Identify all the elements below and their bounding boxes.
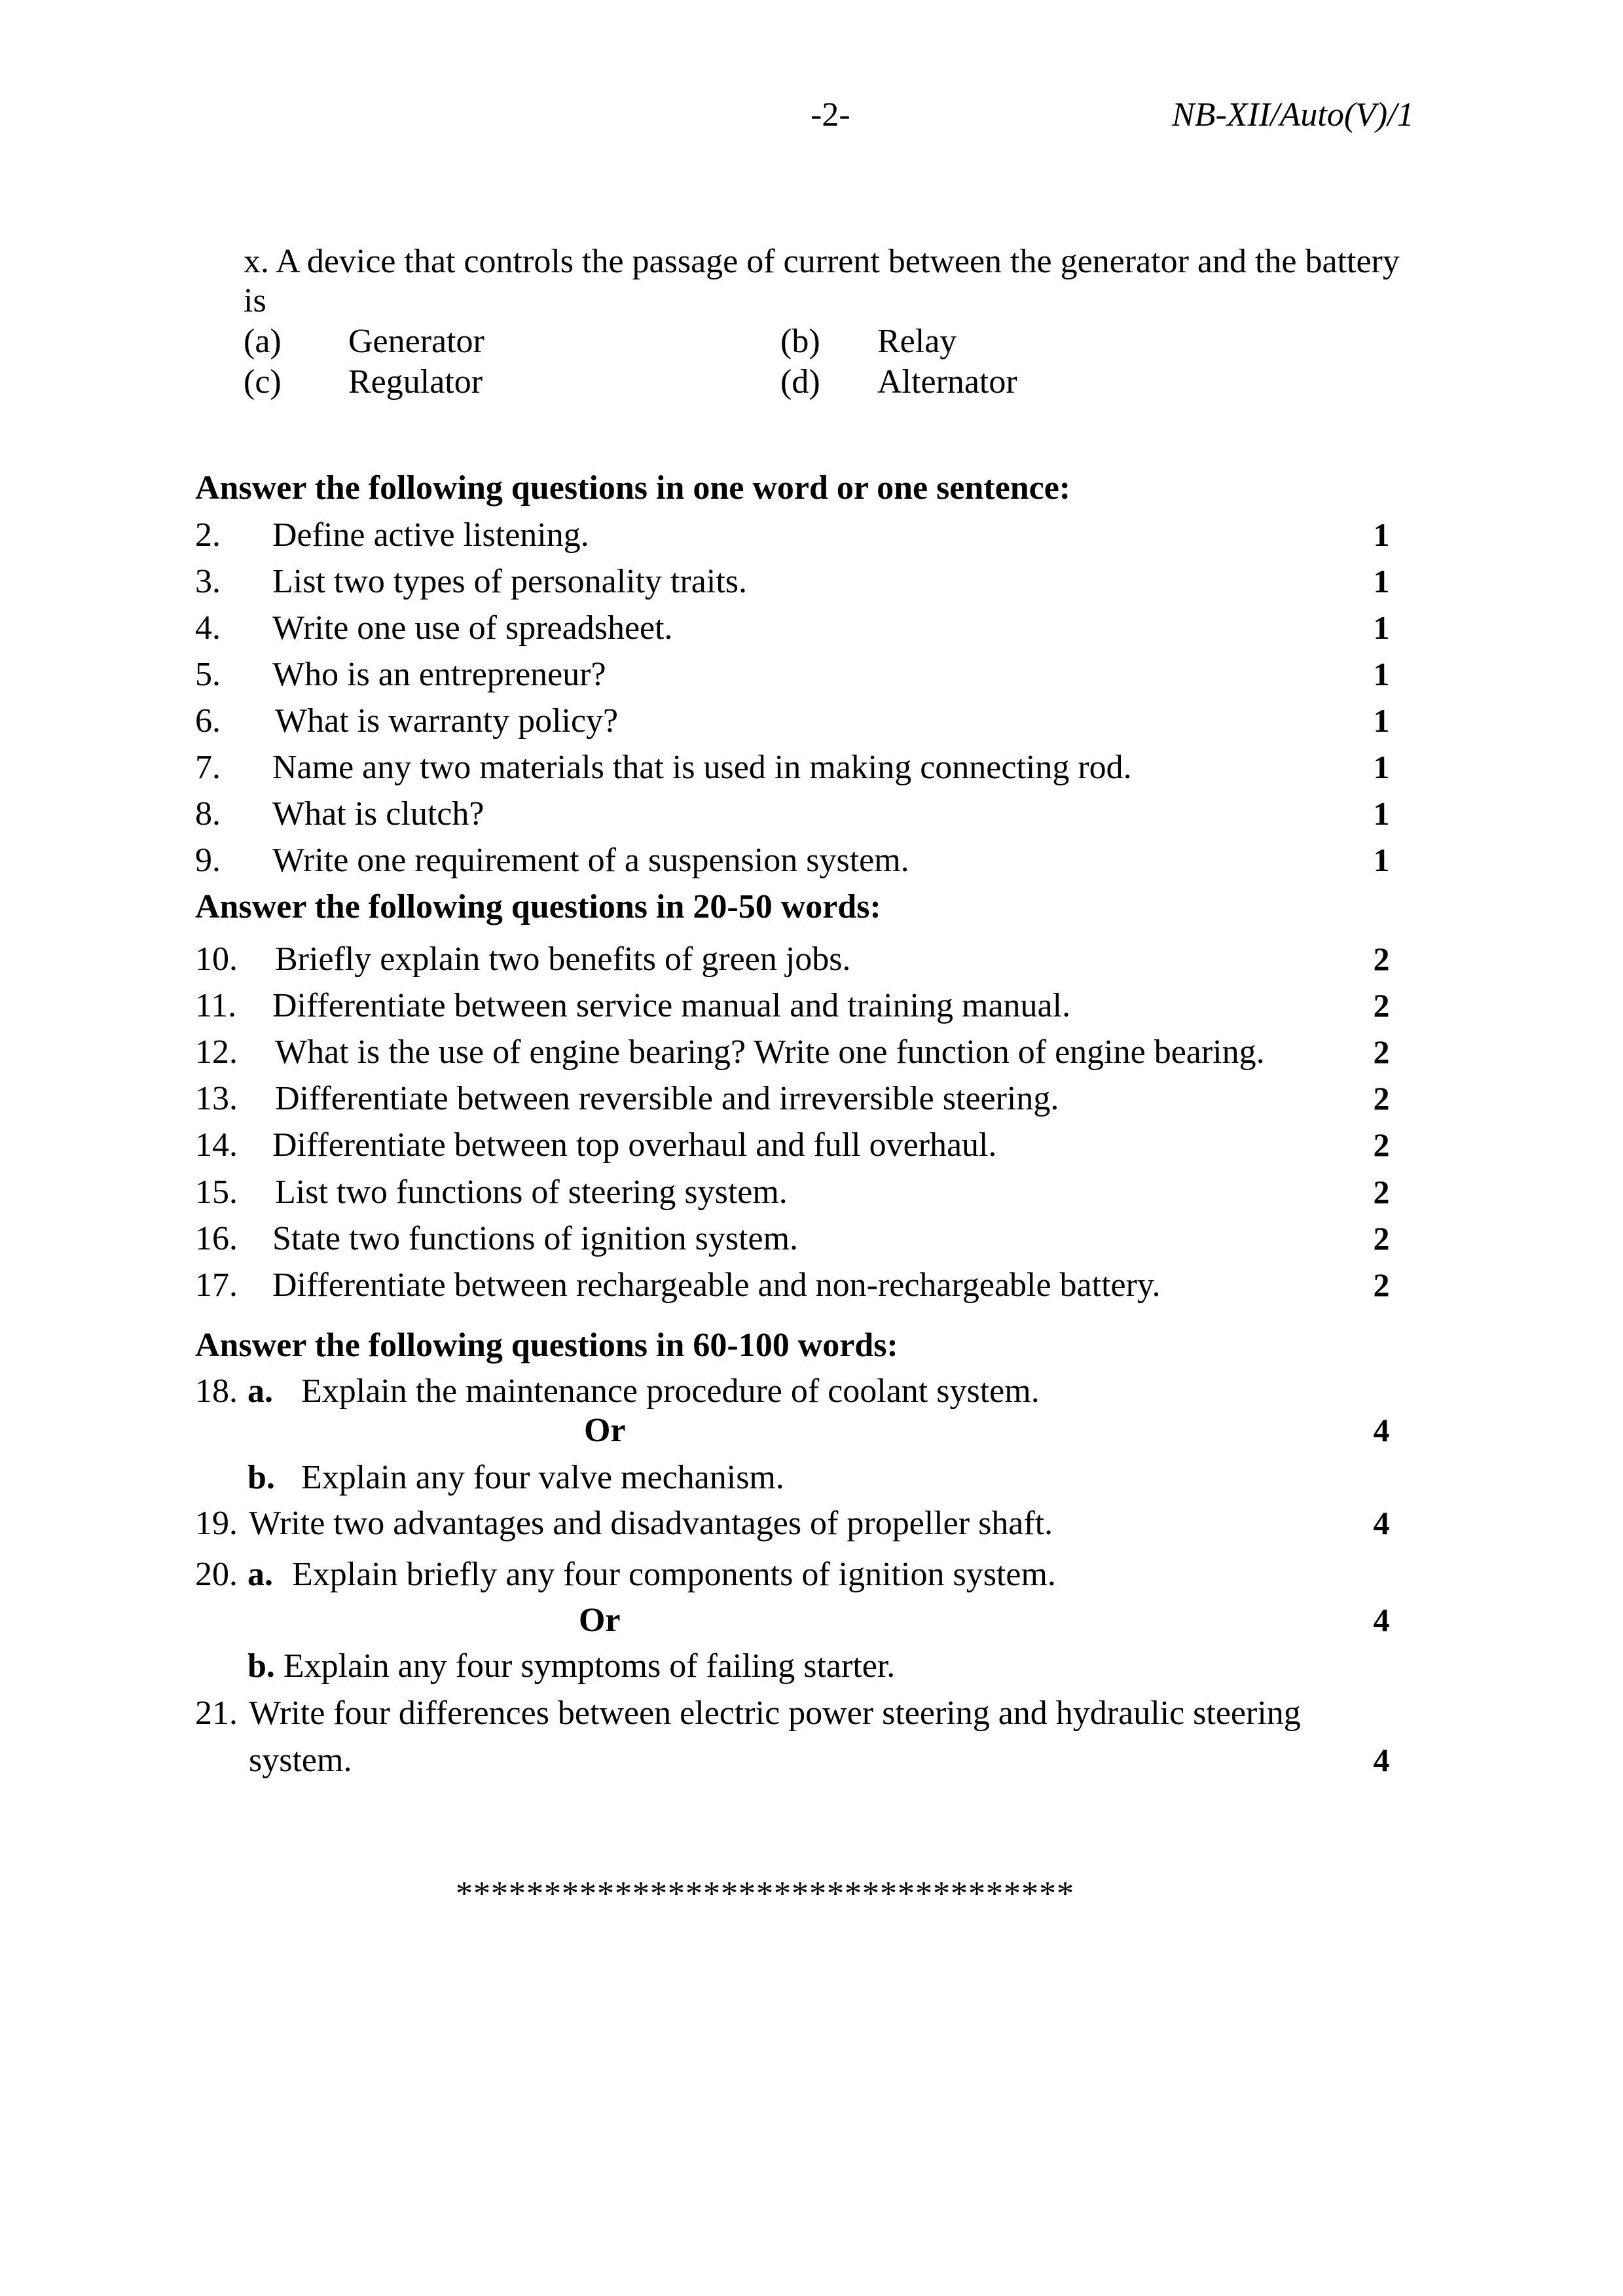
question-text: What is warranty policy?: [275, 702, 619, 740]
question-number: 2.: [195, 516, 221, 554]
question-marks: 2: [1373, 1080, 1390, 1117]
question-b-line: [247, 1649, 895, 1683]
end-of-paper-stars: ***********************************: [456, 1875, 1074, 1912]
question-text: Differentiate between top overhaul and full overhaul.: [272, 1126, 997, 1164]
paper-code: NB-XII/Auto(V)/1: [1172, 96, 1414, 134]
page-number: -2-: [811, 96, 850, 134]
question-marks: 2: [1373, 1174, 1390, 1210]
question-number: 18.: [195, 1372, 238, 1410]
part-label: a.: [247, 1556, 273, 1593]
mcq-question-cont: is: [244, 282, 266, 319]
question-marks: 2: [1373, 1126, 1390, 1163]
question-number: 4.: [195, 609, 221, 647]
question-number: 17.: [195, 1266, 238, 1304]
question-number: 7.: [195, 749, 221, 786]
question-number: 19.: [195, 1505, 238, 1542]
question-marks: 4: [1373, 1602, 1390, 1638]
question-text: State two functions of ignition system.: [272, 1220, 799, 1257]
part-label: a.: [247, 1372, 273, 1410]
question-text: Write one requirement of a suspension system.: [272, 842, 909, 879]
question-number: 13.: [195, 1080, 238, 1117]
question-text: List two types of personality traits.: [272, 563, 748, 600]
question-marks: 1: [1373, 609, 1390, 646]
or-label: Or: [579, 1602, 621, 1639]
question-text: Write four differences between electric power steering and hydraulic steering: [249, 1695, 1301, 1732]
question-marks: 1: [1373, 563, 1390, 600]
question-text: Differentiate between reversible and irreversible steering.: [275, 1080, 1059, 1117]
question-text-cont: system.: [249, 1742, 352, 1779]
option-label: (b): [780, 323, 820, 360]
option-label: (a): [244, 323, 282, 360]
question-number: 5.: [195, 656, 221, 693]
question-marks: 1: [1373, 795, 1390, 832]
question-marks: 1: [1373, 702, 1390, 739]
section-heading: Answer the following questions in 60-100 words:: [195, 1327, 898, 1364]
question-text: What is clutch?: [272, 795, 484, 833]
question-number: 20.: [195, 1556, 238, 1593]
question-text: Who is an entrepreneur?: [272, 656, 606, 693]
question-marks: 1: [1373, 656, 1390, 692]
option-text: Generator: [348, 323, 484, 360]
question-number: 21.: [195, 1695, 238, 1732]
option-label: (d): [780, 363, 820, 401]
option-text: Regulator: [348, 363, 483, 401]
question-number: 16.: [195, 1220, 238, 1257]
question-marks: 4: [1373, 1412, 1390, 1448]
question-text: Briefly explain two benefits of green jobs.: [275, 941, 851, 978]
question-marks: 1: [1373, 842, 1390, 878]
question-number: 15.: [195, 1174, 238, 1211]
question-marks: 2: [1373, 1266, 1390, 1303]
question-text: What is the use of engine bearing? Write one function of engine bearing.: [275, 1033, 1265, 1071]
question-marks: 4: [1373, 1742, 1390, 1778]
mcq-question: x. A device that controls the passage of current between the generator and the battery: [244, 243, 1400, 280]
question-text: Name any two materials that is used in making connecting rod.: [272, 749, 1132, 786]
question-text: Define active listening.: [272, 516, 589, 554]
question-marks: 2: [1373, 1220, 1390, 1257]
question-number: 9.: [195, 842, 221, 879]
question-text: Explain briefly any four components of ignition system.: [292, 1556, 1056, 1593]
part-label: b.: [247, 1459, 275, 1496]
question-text: Explain any four symptoms of failing starter.: [283, 1647, 896, 1685]
section-heading: Answer the following questions in one word or one sentence:: [195, 469, 1071, 507]
question-text: List two functions of steering system.: [275, 1174, 788, 1211]
question-number: 14.: [195, 1126, 238, 1164]
question-marks: 1: [1373, 516, 1390, 553]
question-text: Differentiate between rechargeable and non-rechargeable battery.: [272, 1266, 1161, 1304]
question-number: 8.: [195, 795, 221, 833]
question-number: 10.: [195, 941, 238, 978]
part-label: b.: [247, 1647, 275, 1685]
question-text: Explain any four valve mechanism.: [301, 1459, 784, 1496]
question-text: Write two advantages and disadvantages of propeller shaft.: [249, 1505, 1053, 1542]
question-text: Differentiate between service manual and training manual.: [272, 987, 1071, 1024]
option-text: Alternator: [877, 363, 1017, 401]
option-text: Relay: [877, 323, 957, 360]
question-marks: 2: [1373, 987, 1390, 1024]
question-number: 6.: [195, 702, 221, 740]
option-label: (c): [244, 363, 282, 401]
question-marks: 1: [1373, 749, 1390, 785]
question-number: 3.: [195, 563, 221, 600]
section-heading: Answer the following questions in 20-50 words:: [195, 888, 881, 925]
question-text: Write one use of spreadsheet.: [272, 609, 673, 647]
question-number: 11.: [195, 987, 237, 1024]
question-text: Explain the maintenance procedure of coolant system.: [301, 1372, 1040, 1410]
question-marks: 2: [1373, 1033, 1390, 1070]
question-marks: 2: [1373, 941, 1390, 977]
or-label: Or: [584, 1412, 626, 1449]
question-number: 12.: [195, 1033, 238, 1071]
question-marks: 4: [1373, 1505, 1390, 1541]
